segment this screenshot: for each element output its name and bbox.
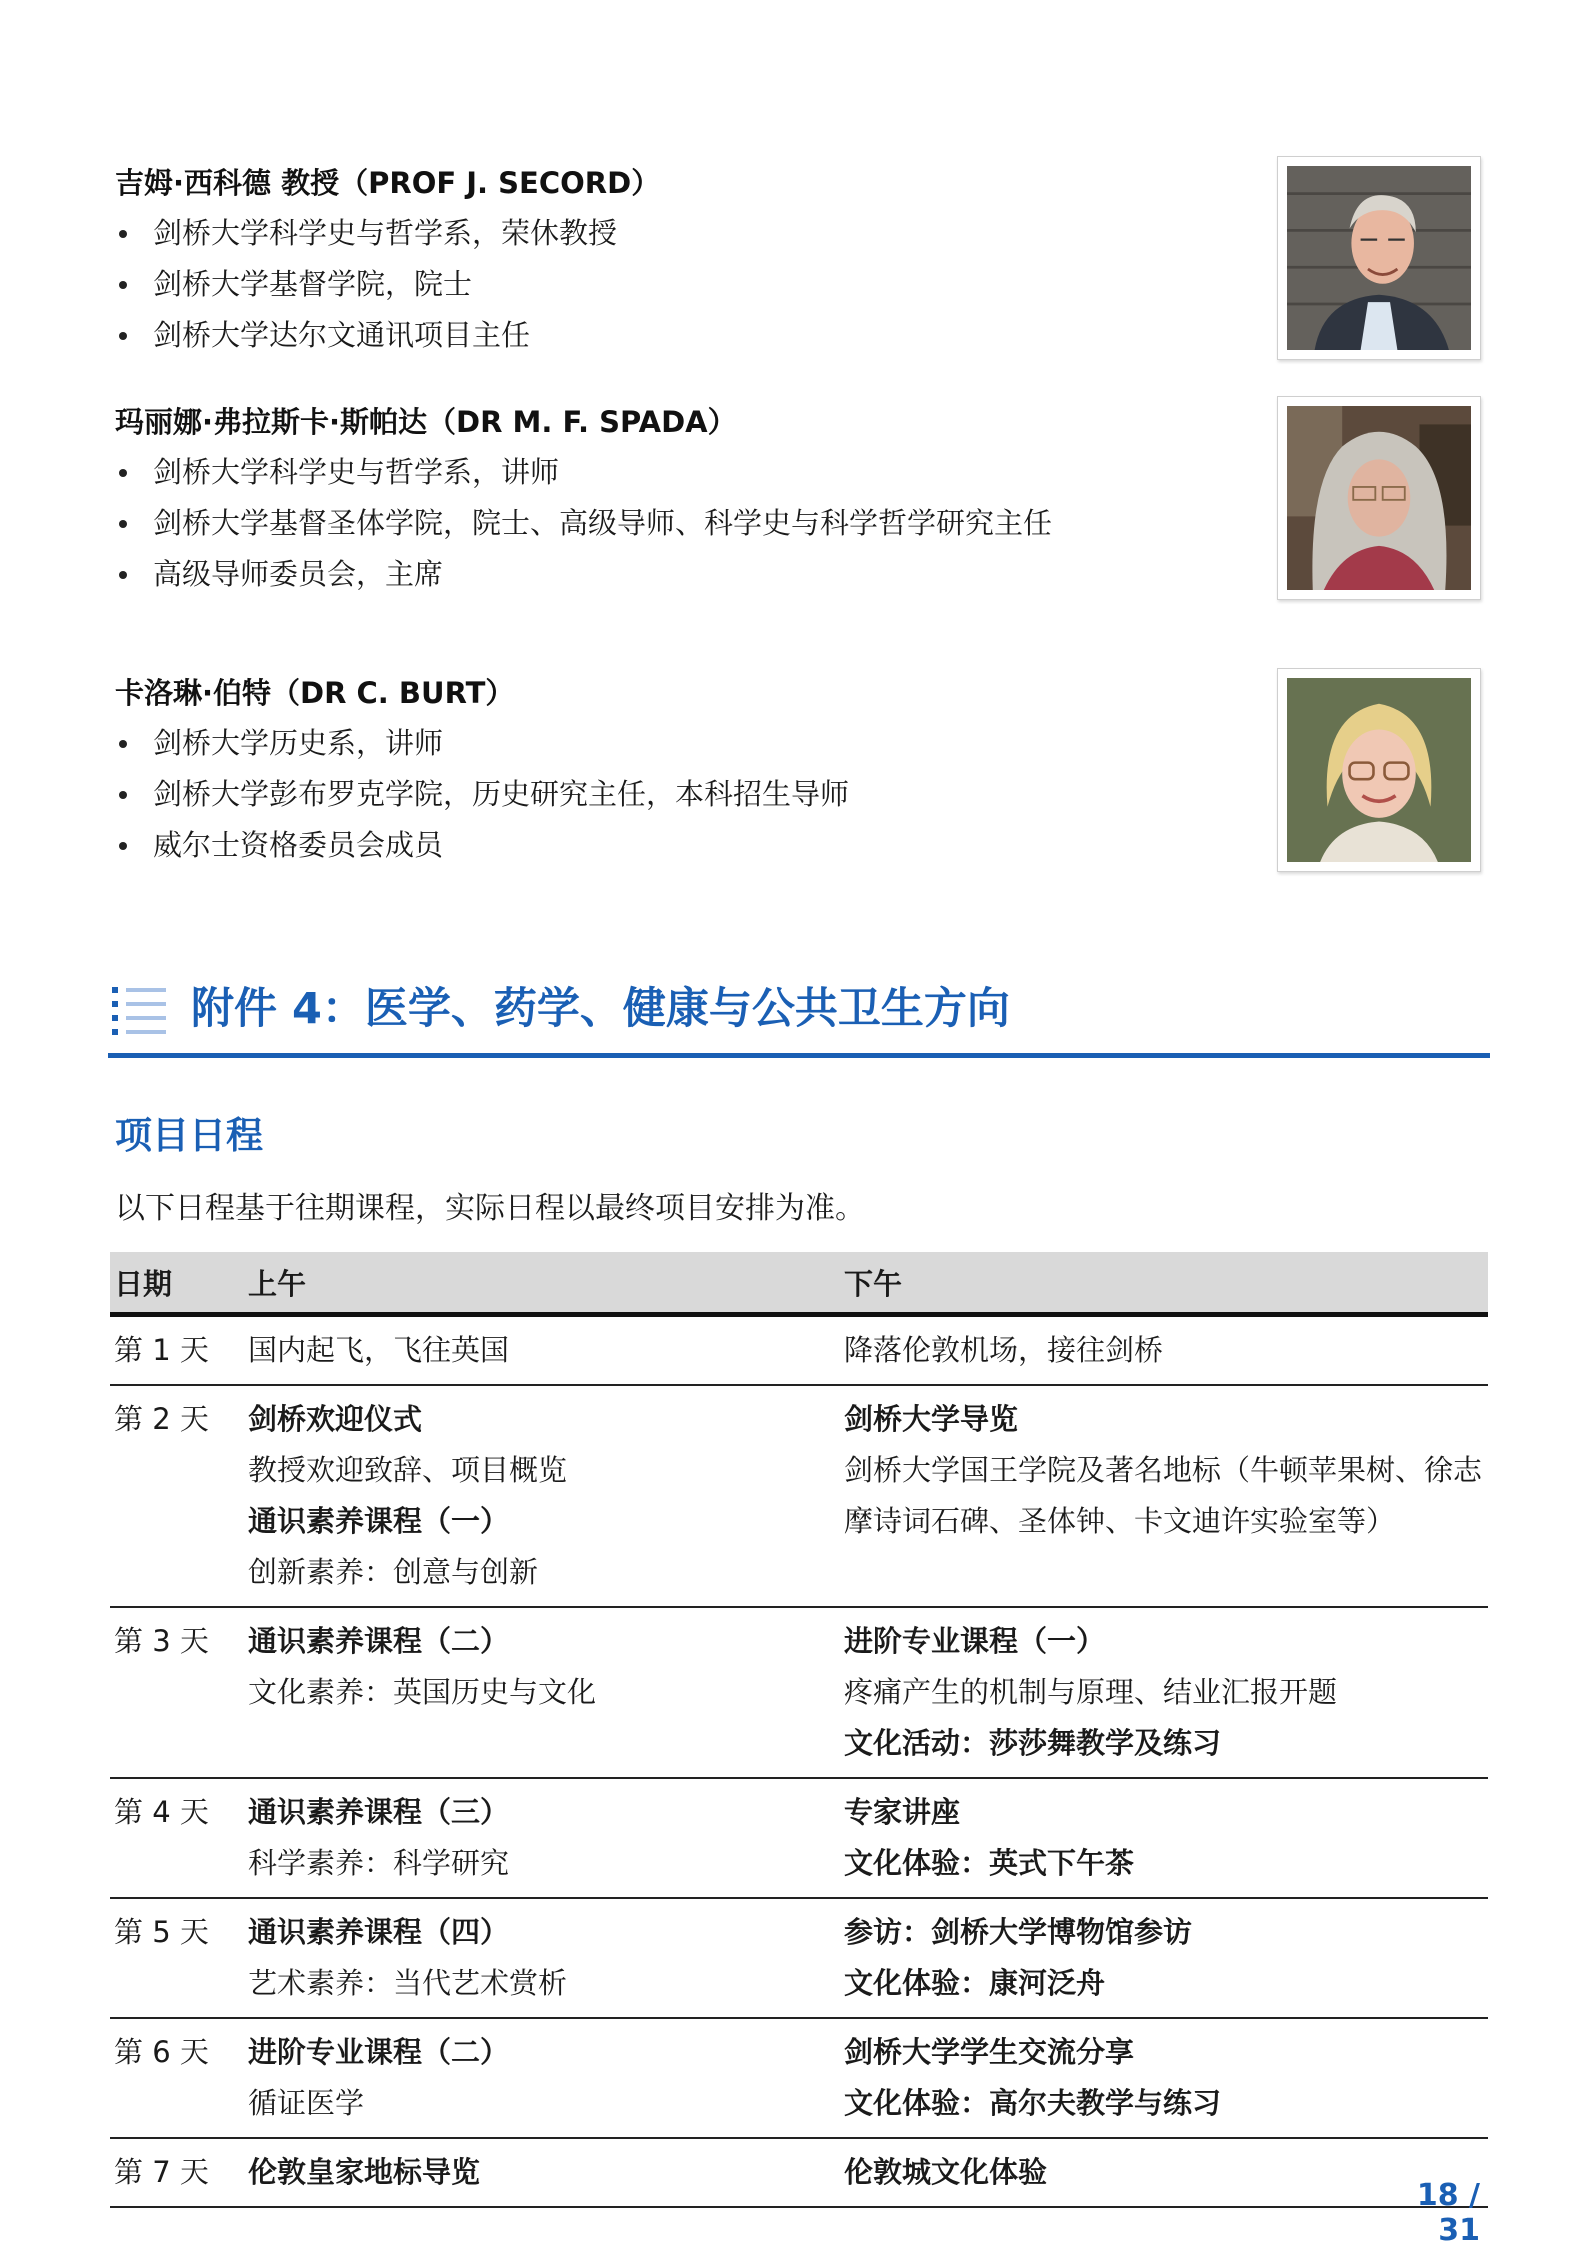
faculty-role: 剑桥大学历史系，讲师	[115, 718, 1115, 769]
activity-title: 文化活动：莎莎舞教学及练习	[844, 1726, 1222, 1760]
header-am: 上午	[244, 1252, 840, 1315]
faculty-roles	[115, 447, 1115, 600]
activity-detail: 教授欢迎致辞、项目概览	[248, 1453, 568, 1487]
cell-day: 第 3 天	[110, 1607, 244, 1778]
table-row	[110, 1778, 1488, 1898]
cell-pm	[840, 2018, 1488, 2138]
faculty-photo	[1277, 668, 1481, 872]
faculty-role: 剑桥大学达尔文通讯项目主任	[115, 310, 1115, 361]
list-icon	[112, 983, 168, 1037]
header-day: 日期	[110, 1252, 244, 1315]
schedule-body	[110, 1315, 1488, 2208]
activity-title: 专家讲座	[844, 1795, 961, 1829]
schedule-intro: 以下日程基于往期课程，实际日程以最终项目安排为准。	[115, 1191, 865, 1226]
activity-detail: 疼痛产生的机制与原理、结业汇报开题	[844, 1675, 1338, 1709]
table-row	[110, 2018, 1488, 2138]
portrait-image	[1287, 166, 1471, 350]
activity-detail: 降落伦敦机场，接往剑桥	[844, 1333, 1164, 1367]
activity-detail: 循证医学	[248, 2086, 365, 2120]
activity-title: 剑桥大学导览	[844, 1402, 1019, 1436]
cell-pm	[840, 1385, 1488, 1607]
header-pm: 下午	[840, 1252, 1488, 1315]
activity-title: 通识素养课程（二）	[248, 1624, 510, 1658]
activity-title: 伦敦皇家地标导览	[248, 2155, 481, 2189]
activity-title: 剑桥大学学生交流分享	[844, 2035, 1135, 2069]
faculty-name: 玛丽娜·弗拉斯卡·斯帕达（DR M. F. SPADA）	[115, 405, 737, 439]
cell-day: 第 6 天	[110, 2018, 244, 2138]
faculty-profile	[115, 397, 1115, 600]
cell-pm	[840, 1898, 1488, 2018]
cell-day: 第 2 天	[110, 1385, 244, 1607]
schedule-title: 项目日程	[115, 1114, 263, 1157]
faculty-roles	[115, 718, 1115, 871]
activity-title: 文化体验：康河泛舟	[844, 1966, 1106, 2000]
table-header-row	[110, 1252, 1488, 1315]
activity-detail: 剑桥大学国王学院及著名地标（牛顿苹果树、徐志摩诗词石碑、圣体钟、卡文迪许实验室等）	[844, 1453, 1483, 1538]
table-row	[110, 2138, 1488, 2207]
activity-title: 参访：剑桥大学博物馆参访	[844, 1915, 1193, 1949]
faculty-photo	[1277, 396, 1481, 600]
faculty-role: 高级导师委员会，主席	[115, 549, 1115, 600]
cell-day: 第 1 天	[110, 1315, 244, 1386]
faculty-photo	[1277, 156, 1481, 360]
faculty-role: 剑桥大学基督学院，院士	[115, 259, 1115, 310]
faculty-name: 吉姆·西科德 教授（PROF J. SECORD）	[115, 166, 661, 200]
activity-title: 文化体验：英式下午茶	[844, 1846, 1135, 1880]
faculty-profile	[115, 158, 1115, 361]
cell-am	[244, 2018, 840, 2138]
cell-day: 第 5 天	[110, 1898, 244, 2018]
portrait-image	[1287, 678, 1471, 862]
cell-am	[244, 1315, 840, 1386]
page-number: 18 / 31	[1416, 2178, 1480, 2248]
portrait-image	[1287, 406, 1471, 590]
cell-pm	[840, 1607, 1488, 1778]
activity-title: 伦敦城文化体验	[844, 2155, 1048, 2189]
schedule-table	[110, 1252, 1488, 2208]
cell-am	[244, 1385, 840, 1607]
activity-title: 剑桥欢迎仪式	[248, 1402, 423, 1436]
cell-day: 第 4 天	[110, 1778, 244, 1898]
faculty-role: 威尔士资格委员会成员	[115, 820, 1115, 871]
cell-am	[244, 2138, 840, 2207]
cell-day: 第 7 天	[110, 2138, 244, 2207]
faculty-name: 卡洛琳·伯特（DR C. BURT）	[115, 676, 515, 710]
activity-detail: 艺术素养：当代艺术赏析	[248, 1966, 568, 2000]
faculty-role: 剑桥大学科学史与哲学系，荣休教授	[115, 208, 1115, 259]
faculty-role: 剑桥大学科学史与哲学系，讲师	[115, 447, 1115, 498]
activity-detail: 创新素养：创意与创新	[248, 1555, 539, 1589]
table-row	[110, 1315, 1488, 1386]
activity-title: 进阶专业课程（二）	[248, 2035, 510, 2069]
faculty-role: 剑桥大学彭布罗克学院，历史研究主任，本科招生导师	[115, 769, 1115, 820]
activity-title: 文化体验：高尔夫教学与练习	[844, 2086, 1222, 2120]
section-header	[108, 975, 1490, 1058]
activity-detail: 国内起飞，飞往英国	[248, 1333, 510, 1367]
table-row	[110, 1385, 1488, 1607]
section-title: 附件 4：医学、药学、健康与公共卫生方向	[191, 984, 1010, 1034]
faculty-role: 剑桥大学基督圣体学院，院士、高级导师、科学史与科学哲学研究主任	[115, 498, 1115, 549]
activity-detail: 文化素养：英国历史与文化	[248, 1675, 597, 1709]
faculty-roles	[115, 208, 1115, 361]
table-row	[110, 1898, 1488, 2018]
cell-pm	[840, 1778, 1488, 1898]
activity-detail: 科学素养：科学研究	[248, 1846, 510, 1880]
activity-title: 通识素养课程（一）	[248, 1504, 510, 1538]
cell-am	[244, 1778, 840, 1898]
activity-title: 通识素养课程（三）	[248, 1795, 510, 1829]
cell-am	[244, 1607, 840, 1778]
activity-title: 进阶专业课程（一）	[844, 1624, 1106, 1658]
faculty-profile	[115, 668, 1115, 871]
cell-pm	[840, 1315, 1488, 1386]
activity-title: 通识素养课程（四）	[248, 1915, 510, 1949]
table-row	[110, 1607, 1488, 1778]
cell-am	[244, 1898, 840, 2018]
